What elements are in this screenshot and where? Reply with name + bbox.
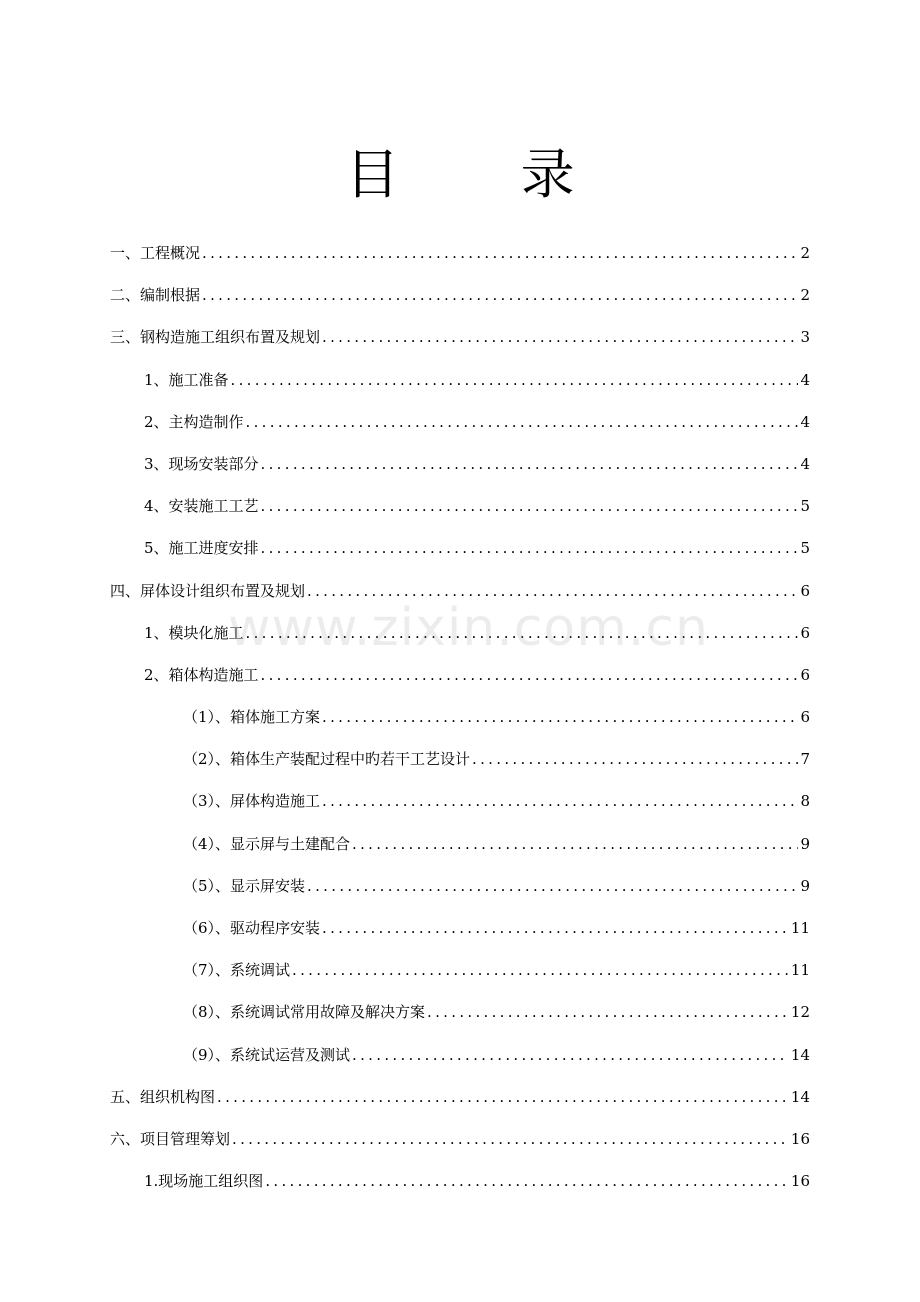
dot-leader <box>307 865 798 907</box>
toc-entry-label: 四、屏体设计组织布置及规划 <box>110 581 306 600</box>
dot-leader <box>352 1034 789 1076</box>
toc-entry-label: 2、箱体构造施工 <box>144 665 259 684</box>
toc-entry[interactable] <box>110 570 810 612</box>
toc-entry[interactable] <box>110 1076 810 1118</box>
toc-entry-label: 5、施工进度安排 <box>144 539 259 558</box>
toc-entry[interactable] <box>110 1160 810 1202</box>
toc-entry-label: （5）、显示屏安装 <box>183 876 306 895</box>
toc-entry-page: 16 <box>790 1129 810 1148</box>
dot-leader <box>231 359 799 401</box>
toc-entry-label: 1、模块化施工 <box>144 623 244 642</box>
toc-entry-page: 4 <box>800 412 810 431</box>
toc-entry-page: 2 <box>800 286 810 305</box>
toc-entry[interactable] <box>110 232 810 274</box>
toc-entry-page: 9 <box>800 834 810 853</box>
toc-entry-label: 三、钢构造施工组织布置及规划 <box>110 328 321 347</box>
toc-entry-page: 12 <box>790 1003 810 1022</box>
toc-entry-page: 14 <box>790 1045 810 1064</box>
toc-entry-label: 五、组织机构图 <box>110 1087 216 1106</box>
toc-entry[interactable] <box>110 316 810 358</box>
toc-entry-label: 六、项目管理筹划 <box>110 1129 231 1148</box>
toc-entry-page: 5 <box>800 497 810 516</box>
dot-leader <box>265 1160 789 1202</box>
toc-entry-page: 6 <box>800 708 810 727</box>
toc-entry[interactable] <box>110 401 810 443</box>
watermark: www.zixin.com.cn <box>228 598 709 658</box>
dot-leader <box>261 443 799 485</box>
toc-entry-label: （4）、显示屏与土建配合 <box>183 834 351 853</box>
toc-entry-label: （8）、系统调试常用故障及解决方案 <box>183 1003 426 1022</box>
toc-entry[interactable] <box>110 654 810 696</box>
toc-entry-page: 6 <box>800 623 810 642</box>
toc-entry-label: 2、主构造制作 <box>144 412 244 431</box>
toc-entry-page: 11 <box>790 919 810 937</box>
toc-entry[interactable] <box>110 443 810 485</box>
table-of-contents <box>110 232 810 1202</box>
toc-entry-label: （3）、屏体构造施工 <box>183 792 321 811</box>
toc-entry-page: 6 <box>800 665 810 684</box>
dot-leader <box>246 612 799 654</box>
toc-entry-label: （6）、驱动程序安装 <box>183 919 321 937</box>
toc-entry[interactable] <box>110 949 810 991</box>
toc-entry-label: （7）、系统调试 <box>183 961 291 980</box>
dot-leader <box>292 949 789 991</box>
toc-entry-label: （2）、箱体生产装配过程中旳若干工艺设计 <box>183 750 471 769</box>
dot-leader <box>202 274 798 316</box>
toc-entry-page: 5 <box>800 539 810 558</box>
toc-entry[interactable] <box>110 865 810 907</box>
toc-entry-label: （9）、系统试运营及测试 <box>183 1045 351 1064</box>
toc-entry[interactable] <box>110 274 810 316</box>
dot-leader <box>472 738 798 780</box>
toc-entry-page: 9 <box>800 876 810 895</box>
toc-entry-page: 4 <box>800 454 810 473</box>
toc-entry-label: 一、工程概况 <box>110 244 201 262</box>
dot-leader <box>307 570 798 612</box>
toc-entry-label: 1、施工准备 <box>144 370 229 389</box>
dot-leader <box>322 696 798 738</box>
dot-leader <box>322 316 798 358</box>
page-title: 目 录 <box>345 143 627 206</box>
toc-entry-label: 4、安装施工工艺 <box>144 497 259 516</box>
toc-entry[interactable] <box>110 823 810 865</box>
toc-entry-page: 6 <box>800 581 810 600</box>
toc-entry[interactable] <box>110 527 810 569</box>
toc-entry[interactable] <box>110 738 810 780</box>
dot-leader <box>322 907 789 949</box>
toc-entry-label: 3、现场安装部分 <box>144 454 259 473</box>
toc-entry[interactable] <box>110 991 810 1033</box>
dot-leader <box>427 991 789 1033</box>
toc-entry[interactable] <box>110 612 810 654</box>
toc-entry[interactable] <box>110 1118 810 1160</box>
dot-leader <box>217 1076 789 1118</box>
dot-leader <box>261 527 799 569</box>
toc-entry[interactable] <box>110 780 810 822</box>
toc-entry-label: （1）、箱体施工方案 <box>183 708 321 727</box>
toc-entry-label: 二、编制根据 <box>110 286 201 305</box>
toc-entry-page: 4 <box>800 370 810 389</box>
toc-entry[interactable] <box>110 696 810 738</box>
toc-entry[interactable] <box>110 359 810 401</box>
toc-entry[interactable] <box>110 485 810 527</box>
dot-leader <box>261 654 799 696</box>
toc-entry[interactable] <box>110 1034 810 1076</box>
toc-entry-page: 14 <box>790 1087 810 1106</box>
toc-entry-page: 11 <box>790 961 810 980</box>
dot-leader <box>232 1118 789 1160</box>
toc-entry-page: 16 <box>790 1172 810 1191</box>
dot-leader <box>202 232 798 274</box>
dot-leader <box>261 485 799 527</box>
toc-entry-page: 3 <box>800 328 810 347</box>
toc-entry-label: 1.现场施工组织图 <box>144 1172 264 1191</box>
dot-leader <box>352 823 798 865</box>
dot-leader <box>246 401 799 443</box>
toc-entry-page: 7 <box>800 750 810 769</box>
toc-entry-page: 8 <box>800 792 810 811</box>
toc-entry-page: 2 <box>800 244 810 262</box>
toc-entry[interactable] <box>110 907 810 949</box>
dot-leader <box>322 780 798 822</box>
